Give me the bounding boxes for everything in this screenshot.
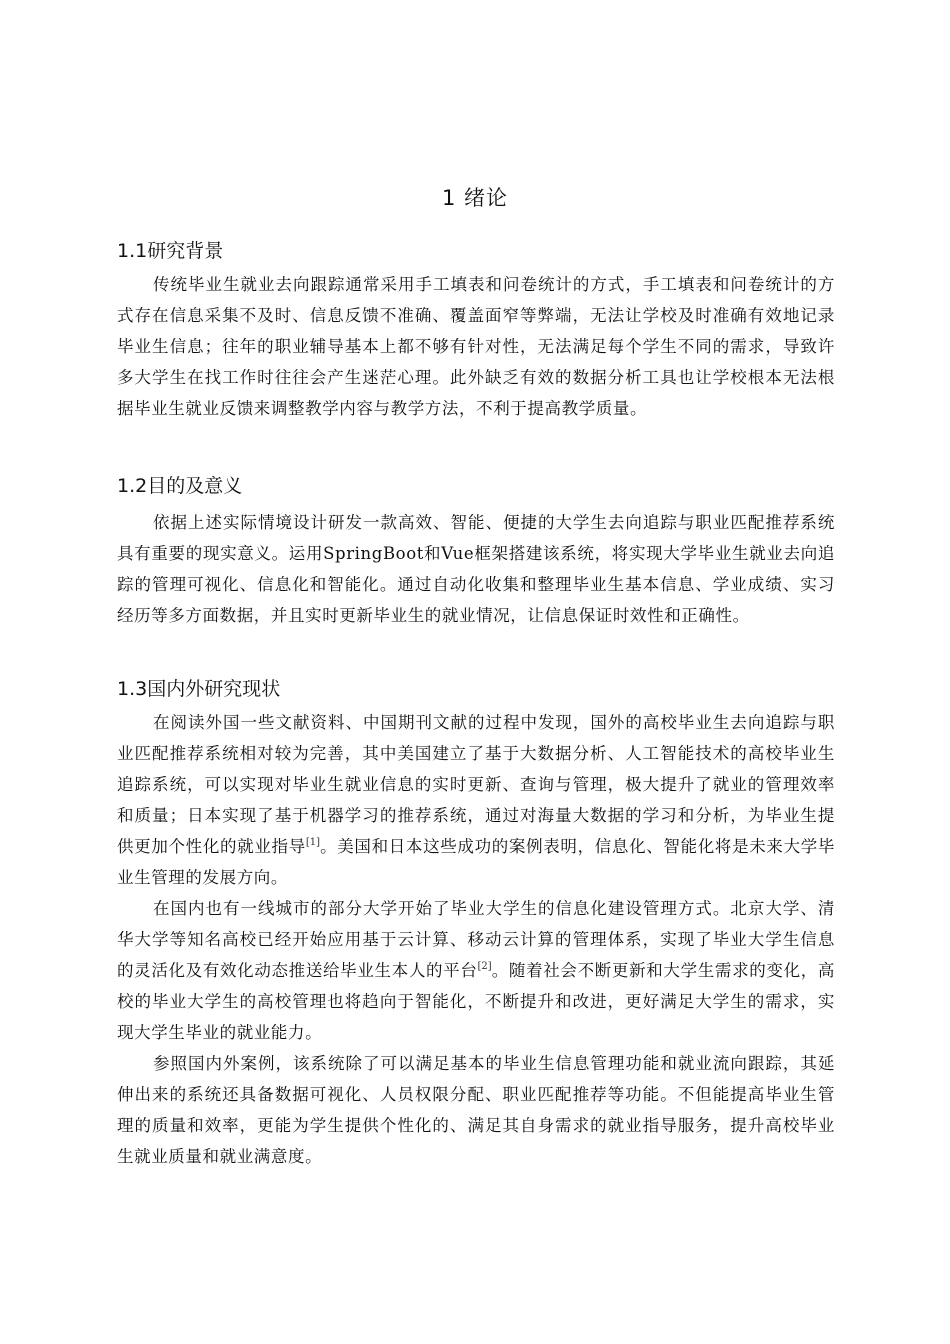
paragraph-text: 在阅读外国一些文献资料、中国期刊文献的过程中发现，国外的高校毕业生去向追踪与职业匹配推荐系统相对较为完善，其中美国建立了基于大数据分析、人工智能技术的高校毕业生追踪系统，可以实现对毕业生就业信息的实时更新、查询与管理，极大提升了就业的管理效率和质量；日本实现了基于机器学习的推荐系统，通过对海量大数据的学习和分析，为毕业生提供更加个性化的就业指导 bbox=[117, 713, 835, 856]
section-title-1-1: 1.1研究背景 bbox=[117, 240, 224, 262]
paragraph-purpose bbox=[117, 507, 835, 631]
paragraph-text: 传统毕业生就业去向跟踪通常采用手工填表和问卷统计的方式，手工填表和问卷统计的方式存在信息采集不及时、信息反馈不准确、覆盖面窄等弊端，无法让学校及时准确有效地记录毕业生信息；往年的职业辅导基本上都不够有针对性，无法满足每个学生不同的需求，导致许多大学生在找工作时往往会产生迷茫心理。此外缺乏有效的数据分析工具也让学校根本无法根据毕业生就业反馈来调整教学内容与教学方法，不利于提高教学质量。 bbox=[117, 275, 835, 418]
paragraph-text: 依据上述实际情境设计研发一款高效、智能、便捷的大学生去向追踪与职业匹配推荐系统具有重要的现实意义。运用SpringBoot和Vue框架搭建该系统，将实现大学毕业生就业去向追踪的管理可视化、信息化和智能化。通过自动化收集和整理毕业生基本信息、学业成绩、实习经历等多方面数据，并且实时更新毕业生的就业情况，让信息保证时效性和正确性。 bbox=[117, 513, 835, 625]
paragraph-text: 。美国和日本这些成功的案例表明，信息化、智能化将是未来大学毕业生管理的发展方向。 bbox=[117, 837, 836, 887]
citation-1: [1] bbox=[305, 837, 321, 848]
section-title-1-2: 1.2目的及意义 bbox=[117, 475, 243, 497]
paragraph-text: 在国内也有一线城市的部分大学开始了毕业大学生的信息化建设管理方式。北京大学、清华大学等知名高校已经开始应用基于云计算、移动云计算的管理体系，实现了毕业大学生信息的灵活化及有效化动态推送给毕业生本人的平台 bbox=[117, 899, 835, 980]
section-title-1-3: 1.3国内外研究现状 bbox=[117, 678, 281, 700]
paragraph-background bbox=[117, 269, 835, 424]
paragraph-foreign-research bbox=[117, 707, 835, 893]
paragraph-domestic-research bbox=[117, 893, 835, 1048]
paragraph-text: 参照国内外案例，该系统除了可以满足基本的毕业生信息管理功能和就业流向跟踪，其延伸出来的系统还具备数据可视化、人员权限分配、职业匹配推荐等功能。不但能提高毕业生管理的质量和效率，更能为学生提供个性化的、满足其自身需求的就业指导服务，提升高校毕业生就业质量和就业满意度。 bbox=[117, 1054, 835, 1166]
paragraph-text: 。随着社会不断更新和大学生需求的变化，高校的毕业大学生的高校管理也将趋向于智能化，不断提升和改进，更好满足大学生的需求，实现大学生毕业的就业能力。 bbox=[117, 961, 835, 1042]
paragraph-system-summary bbox=[117, 1048, 835, 1172]
citation-2: [2] bbox=[477, 961, 492, 972]
chapter-title: 1 绪论 bbox=[441, 186, 509, 210]
